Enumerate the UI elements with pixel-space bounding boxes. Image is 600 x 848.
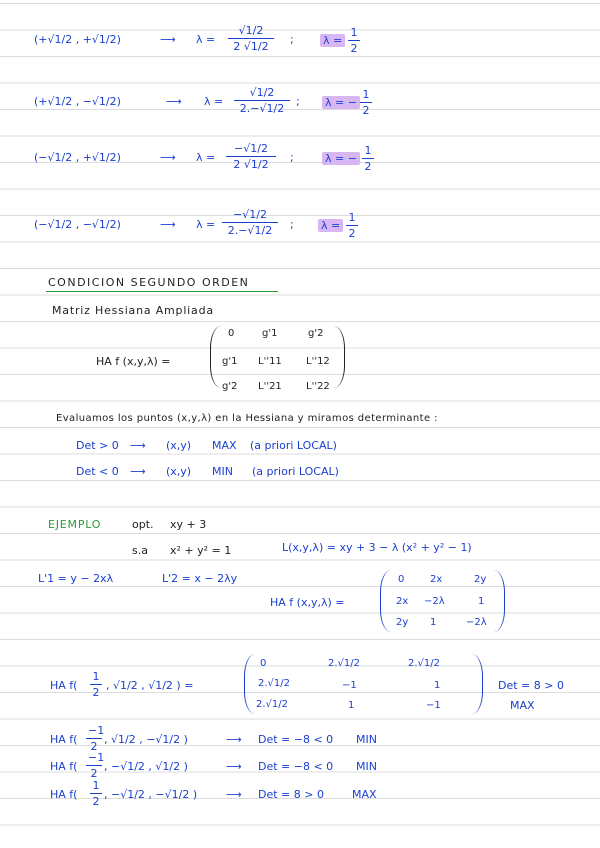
- section-underline: [46, 291, 278, 292]
- matrix-right-paren: [472, 654, 483, 714]
- matrix-cell: 2.√1/2: [256, 699, 289, 710]
- arrow: ⟶: [160, 218, 176, 231]
- rule-result: MIN: [212, 465, 233, 478]
- eval-prefix: HA f(: [50, 679, 78, 692]
- result-fraction: [348, 26, 360, 55]
- matrix-cell: 2.√1/2: [258, 678, 291, 689]
- lambda-fraction: [228, 24, 274, 53]
- lambda-fraction: [226, 142, 276, 171]
- eval-rest: , −√1/2 , √1/2 ): [104, 760, 188, 773]
- rule-note: (a priori LOCAL): [252, 465, 339, 478]
- rule-cond: Det < 0: [76, 465, 119, 478]
- matrix-cell: −1: [342, 680, 357, 691]
- lambda-fraction: [234, 86, 290, 115]
- eval-frac-num: 1: [92, 670, 100, 683]
- matrix-cell: 1: [434, 680, 441, 691]
- result-prefix: λ =: [321, 219, 341, 232]
- lambda-row-point: (−√1/2 , +√1/2): [34, 151, 121, 164]
- matrix-cell: L''12: [306, 356, 330, 367]
- matrix-cell: 0: [228, 328, 235, 339]
- semicolon: ;: [290, 33, 294, 46]
- rule-point: (x,y): [166, 439, 192, 452]
- matrix-cell: 1: [478, 596, 485, 607]
- matrix-right-paren: [494, 570, 505, 632]
- lambda-result: [322, 96, 360, 109]
- lambda-row-point: (+√1/2 , +√1/2): [34, 33, 121, 46]
- matrix-cell: 2x: [396, 596, 409, 607]
- eval-frac-num: [86, 751, 105, 764]
- eval-fraction: [90, 670, 102, 699]
- result-prefix: λ =: [323, 34, 343, 47]
- eval-result: MAX: [352, 788, 377, 801]
- example-label: EJEMPLO: [48, 518, 102, 531]
- lambda-lhs: λ =: [196, 151, 216, 164]
- fraction-denominator: 2.−√1/2: [227, 224, 273, 237]
- eval-frac-den: 2: [90, 767, 98, 780]
- eval-rest: , −√1/2 , −√1/2 ): [104, 788, 198, 801]
- eval-fraction: [86, 724, 105, 753]
- matrix-cell: 2.√1/2: [328, 658, 361, 669]
- result-prefix: λ = −: [325, 96, 357, 109]
- rule-note: (a priori LOCAL): [250, 439, 337, 452]
- fraction-denominator: 2 √1/2: [233, 158, 269, 171]
- result-prefix: λ = −: [325, 152, 357, 165]
- eval-result: MIN: [356, 760, 377, 773]
- fraction-numerator: √1/2: [249, 86, 275, 99]
- lambda-row-point: (−√1/2 , −√1/2): [34, 218, 121, 231]
- matrix-cell: g'2: [222, 381, 238, 392]
- result-num: 1: [364, 144, 372, 157]
- matrix-left-paren: [380, 570, 391, 632]
- hessian-label: HA f (x,y,λ) =: [96, 355, 171, 368]
- eval-det: Det = −8 < 0: [258, 760, 334, 773]
- fraction-denominator: 2 √1/2: [233, 40, 269, 53]
- matrix-cell: 0: [260, 658, 267, 669]
- eval-prefix: HA f(: [50, 733, 78, 746]
- eval-fraction: [90, 779, 102, 808]
- hessian-title: Matriz Hessiana Ampliada: [52, 304, 214, 317]
- eval-prefix: HA f(: [50, 788, 78, 801]
- result-num: 1: [348, 211, 356, 224]
- eval-det: Det = 8 > 0: [258, 788, 324, 801]
- frac-sign: −: [88, 751, 98, 764]
- matrix-cell: g'1: [222, 356, 238, 367]
- frac-num: 1: [92, 779, 100, 792]
- matrix-cell: L''22: [306, 381, 330, 392]
- matrix-cell: 2x: [430, 574, 443, 585]
- partial-l1: L'1 = y − 2xλ: [38, 572, 114, 585]
- eval-prefix: HA f(: [50, 760, 78, 773]
- arrow: ⟶: [130, 439, 146, 452]
- result-fraction: [362, 144, 374, 173]
- fraction-numerator: √1/2: [238, 24, 264, 37]
- fraction-numerator: −√1/2: [233, 208, 267, 221]
- lambda-lhs: λ =: [196, 218, 216, 231]
- evaluate-text: Evaluamos los puntos (x,y,λ) en la Hessiana y miramos determinante :: [56, 413, 438, 424]
- matrix-cell: L''21: [258, 381, 282, 392]
- arrow: ⟶: [130, 465, 146, 478]
- matrix-cell: −1: [426, 700, 441, 711]
- frac-sign: −: [88, 724, 98, 737]
- matrix-cell: 1: [430, 617, 437, 628]
- eval-result: MIN: [356, 733, 377, 746]
- example-ha-label: HA f (x,y,λ) =: [270, 596, 345, 609]
- constraint: x² + y² = 1: [170, 544, 232, 557]
- matrix-cell: L''11: [258, 356, 282, 367]
- eval-result: MAX: [510, 699, 535, 712]
- lambda-result: [320, 34, 345, 47]
- rule-result: MAX: [212, 439, 237, 452]
- result-num: 1: [350, 26, 358, 39]
- objective: xy + 3: [170, 518, 207, 531]
- arrow: ⟶: [226, 788, 242, 801]
- eval-fraction: [86, 751, 105, 780]
- opt-label: opt.: [132, 518, 154, 531]
- matrix-right-paren: [334, 326, 345, 388]
- rule-cond: Det > 0: [76, 439, 119, 452]
- frac-num: 1: [97, 751, 105, 764]
- section-title: CONDICION SEGUNDO ORDEN: [48, 276, 250, 289]
- lagrangian: L(x,y,λ) = xy + 3 − λ (x² + y² − 1): [282, 541, 472, 554]
- arrow: ⟶: [226, 733, 242, 746]
- matrix-cell: −2λ: [466, 617, 487, 628]
- matrix-cell: 2y: [396, 617, 409, 628]
- semicolon: ;: [290, 218, 294, 231]
- eval-frac-num: [90, 779, 102, 792]
- lambda-lhs: λ =: [204, 95, 224, 108]
- semicolon: ;: [296, 95, 300, 108]
- result-den: 2: [364, 160, 372, 173]
- fraction-denominator: 2.−√1/2: [239, 102, 285, 115]
- partial-l2: L'2 = x − 2λy: [162, 572, 238, 585]
- result-den: 2: [348, 227, 356, 240]
- matrix-cell: 0: [398, 574, 405, 585]
- lambda-result: [318, 219, 343, 232]
- matrix-cell: 2.√1/2: [408, 658, 441, 669]
- eval-det: Det = 8 > 0: [498, 679, 564, 692]
- result-num: 1: [362, 88, 370, 101]
- eval-det: Det = −8 < 0: [258, 733, 334, 746]
- frac-num: 1: [97, 724, 105, 737]
- eval-rest: , √1/2 , √1/2 ) =: [106, 679, 194, 692]
- matrix-left-paren: [210, 326, 221, 388]
- arrow: ⟶: [226, 760, 242, 773]
- matrix-cell: 2y: [474, 574, 487, 585]
- matrix-cell: g'1: [262, 328, 278, 339]
- semicolon: ;: [290, 151, 294, 164]
- matrix-cell: g'2: [308, 328, 324, 339]
- lambda-lhs: λ =: [196, 33, 216, 46]
- eval-frac-den: 2: [92, 686, 100, 699]
- rule-point: (x,y): [166, 465, 192, 478]
- eval-frac-num: [86, 724, 105, 737]
- result-den: 2: [350, 42, 358, 55]
- result-fraction: [346, 211, 358, 240]
- arrow: ⟶: [160, 151, 176, 164]
- matrix-cell: −2λ: [424, 596, 445, 607]
- matrix-left-paren: [244, 654, 255, 714]
- matrix-cell: 1: [348, 700, 355, 711]
- eval-rest: , √1/2 , −√1/2 ): [104, 733, 188, 746]
- result-den: 2: [362, 104, 370, 117]
- result-fraction: [360, 88, 372, 117]
- eval-frac-den: 2: [90, 740, 98, 753]
- fraction-numerator: −√1/2: [234, 142, 268, 155]
- eval-frac-den: 2: [92, 795, 100, 808]
- sa-label: s.a: [132, 544, 148, 557]
- lambda-fraction: [222, 208, 278, 237]
- arrow: ⟶: [160, 33, 176, 46]
- lambda-result: [322, 152, 360, 165]
- lambda-row-point: (+√1/2 , −√1/2): [34, 95, 121, 108]
- arrow: ⟶: [166, 95, 182, 108]
